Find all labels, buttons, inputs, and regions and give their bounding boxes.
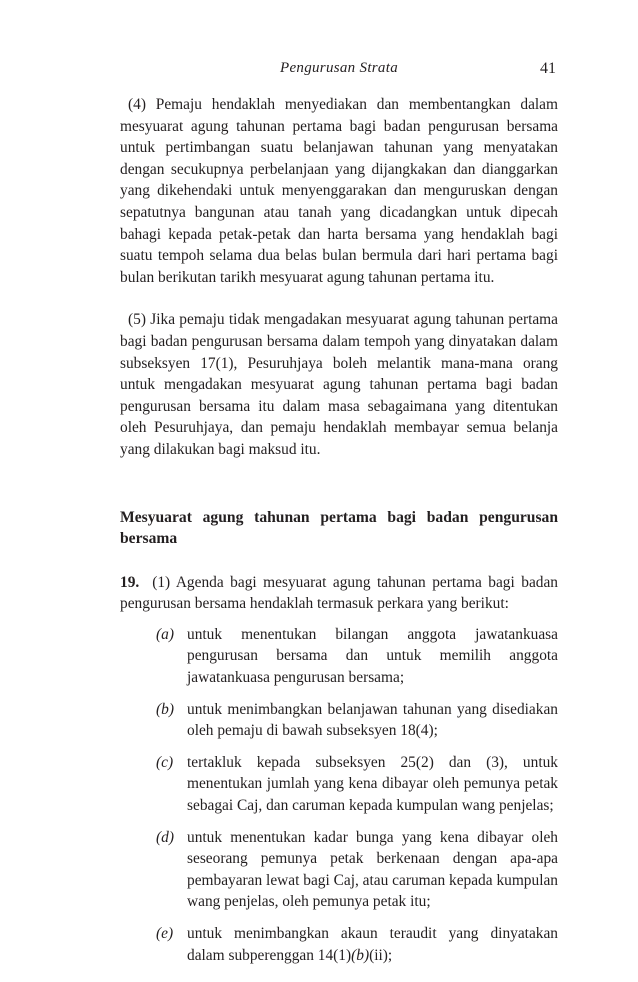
list-item: [120, 923, 558, 966]
item-text: untuk menentukan bilangan anggota jawatankuasa pengurusan bersama dan untuk memilih anggota jawatankuasa pengurusan bersama;: [187, 625, 558, 687]
paragraph-subsection-4: (4) Pemaju hendaklah menyediakan dan membentangkan dalam mesyuarat agung tahunan pertama bagi badan pengurusan bersama untuk pertimbangan suatu belanjawan tahunan yang menyatakan dengan secukupnya perbelanjaan yang dijangkakan dan dianggarkan yang dikehendaki untuk menyenggarakan dan menguruskan dengan sepatutnya bangunan atau tanah yang dicadangkan untuk dipecah bahagi kepada petak-petak dan harta bersama yang hendaklah bagi suatu tempoh selama dua belas bulan bermula dari hari pertama bagi bulan berikutan tarikh mesyuarat agung tahunan pertama itu.: [120, 96, 558, 286]
list-item: [120, 699, 558, 742]
item-label: (e): [156, 925, 174, 942]
page-number: 41: [540, 60, 556, 77]
item-text: untuk menimbangkan belanjawan tahunan yang disediakan oleh pemaju di bawah subseksyen 18(4);: [187, 700, 558, 740]
item-text: untuk menentukan kadar bunga yang kena dibayar oleh seseorang pemunya petak berkenaan dengan apa-apa pembayaran lewat bagi Caj, atau caruman kepada kumpulan wang penjelas, oleh pemunya petak itu;: [187, 828, 558, 911]
item-text-part: (ii);: [369, 946, 393, 964]
item-text-italic: (b): [351, 946, 370, 964]
item-label: (c): [156, 753, 174, 771]
item-label: (a): [156, 625, 174, 643]
list-item: [120, 827, 558, 913]
document-page: [120, 60, 558, 982]
section-heading: Mesyuarat agung tahunan pertama bagi badan pengurusan bersama: [120, 508, 558, 548]
running-title: Pengurusan Strata: [279, 60, 399, 76]
list-item: [120, 624, 558, 689]
item-text: tertakluk kepada subseksyen 25(2) dan (3), untuk menentukan jumlah yang kena dibayar oleh pemunya petak sebagai Caj, dan caruman kepada kumpulan wang penjelas;: [187, 753, 558, 815]
item-text: [187, 923, 558, 966]
section-intro: [120, 572, 558, 615]
item-label: (b): [156, 700, 174, 718]
agenda-list: [120, 624, 558, 966]
item-text-part: untuk menimbangkan akaun teraudit yang dinyatakan dalam subperenggan 14(1): [187, 925, 558, 964]
page-header: [120, 60, 558, 82]
list-item: [120, 752, 558, 817]
section-intro-text: (1) Agenda bagi mesyuarat agung tahunan pertama bagi badan pengurusan bersama hendaklah termasuk perkara yang berikut:: [120, 573, 558, 613]
item-label: (d): [156, 828, 174, 846]
paragraph-subsection-5: (5) Jika pemaju tidak mengadakan mesyuarat agung tahunan pertama bagi badan pengurusan bersama dalam tempoh yang dinyatakan dalam subseksyen 17(1), Pesuruhjaya boleh melantik mana-mana orang untuk mengadakan mesyuarat agung tahunan pertama bagi badan pengurusan bersama itu dalam masa sebagaimana yang ditentukan oleh Pesuruhjaya, dan pemaju hendaklah membayar semua belanja yang dilakukan bagi maksud itu.: [120, 311, 558, 458]
section-number: 19.: [120, 573, 140, 591]
